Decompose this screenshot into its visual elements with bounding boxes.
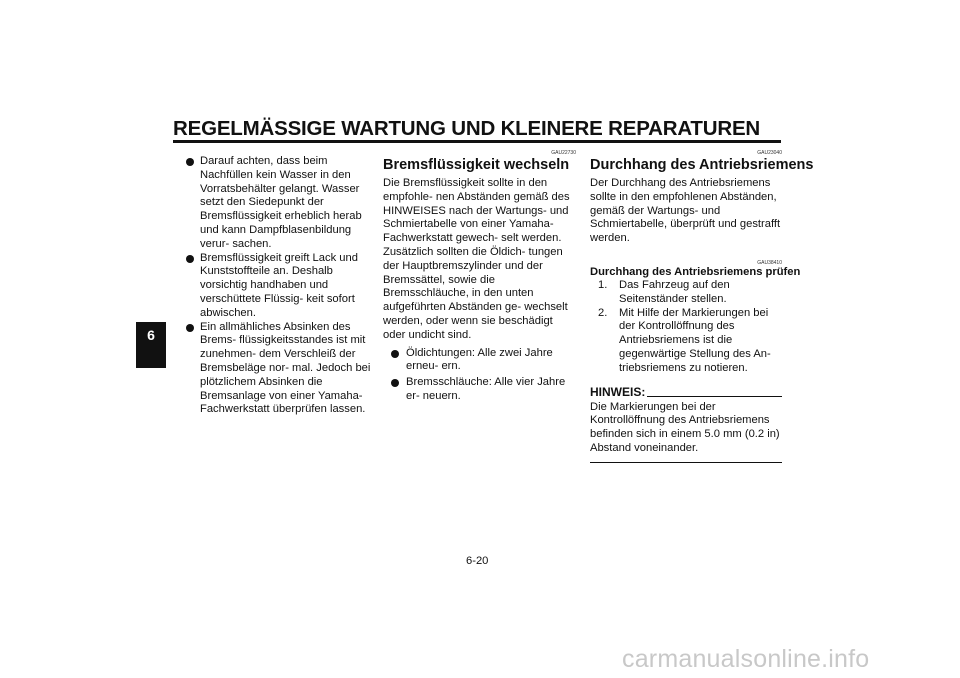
note-end-rule xyxy=(590,462,782,463)
page-number: 6-20 xyxy=(466,555,489,567)
list-item xyxy=(186,321,378,418)
section-paragraph: Die Bremsflüssigkeit sollte in den empfohle- nen Abständen gemäß des HINWEISES nach der Wartungs- und Schmiertabelle von einer Yamaha-Fachwerkstatt gewech- selt werden. Zusätzlich sollten die Öldich- tungen der Hauptbremszylinder und der Bremssättel, sowie die Bremsschläuche, in den unten aufgeführten Abständen ge- wechselt werden, oder wenn sie beschädigt oder undicht sind. xyxy=(383,177,570,341)
column-middle xyxy=(383,150,576,406)
bullet-icon xyxy=(391,350,399,358)
bullet-text: Öldichtungen: Alle zwei Jahre erneu- ern. xyxy=(406,346,553,373)
note-header xyxy=(590,386,782,399)
bullet-list xyxy=(391,347,576,404)
title-rule xyxy=(173,140,781,143)
bullet-text: Darauf achten, dass beim Nachfüllen kein Wasser in den Vorratsbehälter gelangt. Wasser setzt den Siedepunkt der Bremsflüssigkeit erheblich herab und kann Dampfblasenbildung verur- sachen. xyxy=(200,155,362,250)
list-item xyxy=(391,376,576,404)
note-title: HINWEIS: xyxy=(590,384,646,399)
page-title: REGELMÄSSIGE WARTUNG UND KLEINERE REPARATUREN xyxy=(173,117,761,140)
bullet-text: Ein allmähliches Absinken des Brems- flüssigkeitsstandes ist mit zunehmen- dem Verschleiß der Bremsbeläge nor- mal. Jedoch bei plötzlichem Absinken die Bremsanlage von einer Yamaha- Fachwerkstatt überprüfen lassen. xyxy=(200,320,371,416)
bullet-icon xyxy=(186,324,194,332)
watermark: carmanualsonline.info xyxy=(622,645,870,673)
step-item xyxy=(598,279,782,307)
step-text: Mit Hilfe der Markierungen bei der Kontrollöffnung des Antriebsriemens ist die gegenwärtige Stellung des An- triebsriemens zu notieren. xyxy=(619,306,771,374)
subsection-code: GAU38410 xyxy=(757,259,782,266)
bullet-icon xyxy=(391,379,399,387)
section-paragraph: Der Durchhang des Antriebsriemens sollte in den empfohlenen Abständen, gemäß der Wartungs- und Schmiertabelle, überprüft und gestrafft werden. xyxy=(590,177,781,245)
step-item xyxy=(598,307,782,376)
section-code: GAU22730 xyxy=(551,150,576,156)
bullet-text: Bremsflüssigkeit greift Lack und Kunststoffteile an. Deshalb vorsichtig handhaben und verschüttete Flüssig- keit sofort abwischen. xyxy=(200,251,358,319)
section-heading: Durchhang des Antriebsriemens xyxy=(590,157,814,173)
list-item xyxy=(186,155,378,252)
step-text: Das Fahrzeug auf den Seitenständer stellen. xyxy=(619,278,730,305)
list-item xyxy=(391,347,576,375)
step-number: 1. xyxy=(598,278,608,291)
bullet-icon xyxy=(186,158,194,166)
column-right xyxy=(590,150,814,463)
note-text: Die Markierungen bei der Kontrollöffnung des Antriebsriemens befinden sich in einem 5.0 mm (0.2 in) Abstand voneinander. xyxy=(590,400,780,454)
note-title-rule xyxy=(647,396,782,397)
bullet-icon xyxy=(186,255,194,263)
column-left xyxy=(186,155,378,417)
list-item xyxy=(186,252,378,321)
subsection-heading: Durchhang des Antriebsriemens prüfen xyxy=(590,265,801,278)
section-heading: Bremsflüssigkeit wechseln xyxy=(383,157,570,173)
chapter-tab: 6 xyxy=(136,322,166,368)
bullet-text: Bremsschläuche: Alle vier Jahre er- neuern. xyxy=(406,376,566,402)
section-code: GAU23040 xyxy=(757,150,782,156)
step-number: 2. xyxy=(598,306,608,319)
